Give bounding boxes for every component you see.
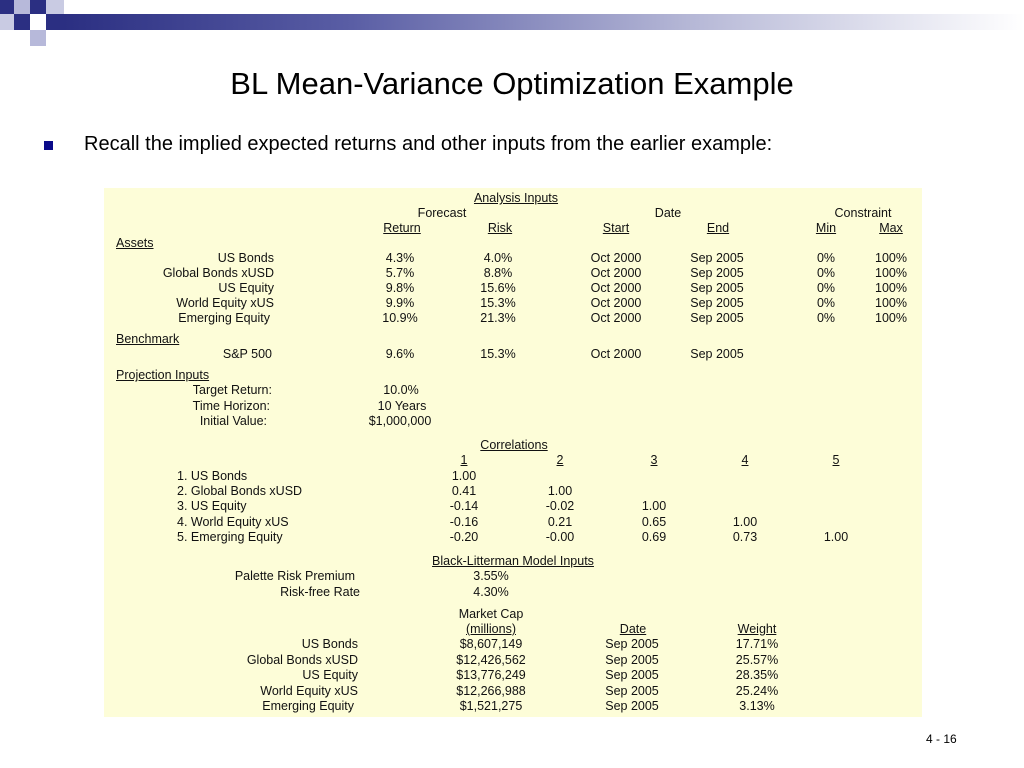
projection-param-label: Target Return:	[192, 383, 272, 397]
asset-name: US Bonds	[217, 251, 274, 265]
benchmark-start: Oct 2000	[590, 347, 642, 361]
asset-name: Global Bonds xUSD	[162, 266, 274, 280]
mcap-heading-line1: Market Cap	[458, 607, 524, 621]
mcap-value: $12,426,562	[456, 653, 526, 667]
bl-param-value: 3.55%	[473, 569, 509, 583]
asset-return: 5.7%	[385, 266, 415, 280]
corr-col-4: 4	[741, 453, 749, 467]
mcap-weight: 25.24%	[735, 684, 779, 698]
benchmark-return: 9.6%	[385, 347, 415, 361]
corr-value: -0.14	[449, 499, 479, 513]
mcap-date: Sep 2005	[605, 684, 659, 698]
asset-start: Oct 2000	[590, 311, 642, 325]
corr-value: 0.41	[451, 484, 477, 498]
col-return: Return	[383, 221, 421, 235]
asset-max: 100%	[875, 311, 907, 325]
deco-square	[30, 30, 46, 46]
asset-min: 0%	[816, 281, 836, 295]
corr-value: -0.16	[449, 515, 479, 529]
forecast-heading: Forecast	[417, 206, 467, 220]
mcap-asset-name: Global Bonds xUSD	[246, 653, 358, 667]
corr-value: 0.73	[732, 530, 758, 544]
corr-row-label: 3. US Equity	[177, 499, 247, 513]
asset-min: 0%	[816, 311, 836, 325]
asset-risk: 4.0%	[483, 251, 513, 265]
projection-param-label: Time Horizon:	[192, 399, 270, 413]
analysis-inputs-heading: Analysis Inputs	[473, 191, 559, 205]
asset-end: Sep 2005	[690, 311, 744, 325]
benchmark-name: S&P 500	[222, 347, 272, 361]
bl-col-weight: Weight	[737, 622, 777, 636]
benchmark-label: Benchmark	[116, 332, 180, 346]
mcap-date: Sep 2005	[605, 668, 659, 682]
mcap-date: Sep 2005	[605, 637, 659, 651]
mcap-heading-line2: (millions)	[466, 622, 516, 636]
asset-max: 100%	[875, 266, 907, 280]
asset-min: 0%	[816, 266, 836, 280]
mcap-asset-name: US Equity	[302, 668, 358, 682]
mcap-value: $12,266,988	[456, 684, 526, 698]
deco-square	[0, 0, 14, 14]
corr-col-2: 2	[556, 453, 564, 467]
asset-start: Oct 2000	[590, 266, 642, 280]
bullet-square-icon	[44, 141, 53, 150]
asset-end: Sep 2005	[690, 266, 744, 280]
corr-value: 0.21	[547, 515, 573, 529]
asset-return: 9.9%	[385, 296, 415, 310]
asset-risk: 15.3%	[480, 296, 516, 310]
corr-col-1: 1	[460, 453, 468, 467]
bl-param-label: Palette Risk Premium	[234, 569, 355, 583]
mcap-date: Sep 2005	[605, 699, 659, 713]
mcap-asset-name: World Equity xUS	[260, 684, 358, 698]
col-risk: Risk	[487, 221, 513, 235]
mcap-weight: 25.57%	[735, 653, 779, 667]
benchmark-end: Sep 2005	[690, 347, 744, 361]
asset-return: 10.9%	[382, 311, 418, 325]
slide-title: BL Mean-Variance Optimization Example	[230, 66, 794, 101]
bl-heading: Black-Litterman Model Inputs	[432, 554, 594, 568]
deco-square	[0, 14, 14, 30]
bullet-text: Recall the implied expected returns and other inputs from the earlier example:	[84, 133, 773, 155]
corr-value: 1.00	[451, 469, 477, 483]
mcap-asset-name: US Bonds	[301, 637, 358, 651]
mcap-asset-name: Emerging Equity	[262, 699, 354, 713]
projection-param-label: Initial Value:	[199, 414, 267, 428]
corr-value: 1.00	[732, 515, 758, 529]
col-min: Min	[815, 221, 837, 235]
date-heading: Date	[654, 206, 682, 220]
projection-label: Projection Inputs	[116, 368, 210, 382]
asset-name: Emerging Equity	[178, 311, 270, 325]
deco-square	[46, 14, 64, 30]
mcap-weight: 17.71%	[735, 637, 779, 651]
mcap-weight: 3.13%	[739, 699, 775, 713]
col-start: Start	[602, 221, 630, 235]
asset-min: 0%	[816, 296, 836, 310]
projection-param-value: 10.0%	[383, 383, 419, 397]
col-end: End	[706, 221, 730, 235]
analysis-inputs-panel	[104, 188, 922, 717]
asset-max: 100%	[875, 281, 907, 295]
asset-end: Sep 2005	[690, 251, 744, 265]
corr-value: 1.00	[823, 530, 849, 544]
asset-end: Sep 2005	[690, 281, 744, 295]
header-gradient-bar	[64, 14, 1024, 30]
asset-min: 0%	[816, 251, 836, 265]
corr-col-5: 5	[832, 453, 840, 467]
mcap-value: $13,776,249	[456, 668, 526, 682]
mcap-value: $1,521,275	[459, 699, 523, 713]
col-max: Max	[879, 221, 903, 235]
asset-start: Oct 2000	[590, 281, 642, 295]
corr-row-label: 2. Global Bonds xUSD	[177, 484, 303, 498]
projection-param-value: 10 Years	[377, 399, 427, 413]
asset-name: World Equity xUS	[176, 296, 274, 310]
corr-value: 1.00	[547, 484, 573, 498]
deco-square	[30, 0, 46, 14]
corr-row-label: 1. US Bonds	[177, 469, 248, 483]
asset-risk: 15.6%	[480, 281, 516, 295]
bl-param-value: 4.30%	[473, 585, 509, 599]
correlations-heading: Correlations	[480, 438, 548, 452]
asset-risk: 21.3%	[480, 311, 516, 325]
page-number: 4 - 16	[926, 732, 957, 746]
deco-square	[46, 0, 64, 14]
bl-param-label: Risk-free Rate	[280, 585, 360, 599]
corr-row-label: 4. World Equity xUS	[177, 515, 289, 529]
projection-param-value: $1,000,000	[368, 414, 432, 428]
asset-max: 100%	[875, 296, 907, 310]
asset-risk: 8.8%	[483, 266, 513, 280]
corr-value: -0.00	[545, 530, 575, 544]
corr-col-3: 3	[650, 453, 658, 467]
benchmark-risk: 15.3%	[480, 347, 516, 361]
mcap-value: $8,607,149	[459, 637, 523, 651]
corr-value: -0.20	[449, 530, 479, 544]
corr-value: 1.00	[641, 499, 667, 513]
asset-start: Oct 2000	[590, 251, 642, 265]
asset-start: Oct 2000	[590, 296, 642, 310]
corr-row-label: 5. Emerging Equity	[177, 530, 283, 544]
constraint-heading: Constraint	[834, 206, 892, 220]
asset-name: US Equity	[218, 281, 274, 295]
asset-return: 4.3%	[385, 251, 415, 265]
deco-square	[14, 0, 30, 14]
asset-return: 9.8%	[385, 281, 415, 295]
assets-label: Assets	[116, 236, 154, 250]
corr-value: 0.69	[641, 530, 667, 544]
mcap-weight: 28.35%	[735, 668, 779, 682]
corr-value: 0.65	[641, 515, 667, 529]
asset-max: 100%	[875, 251, 907, 265]
bl-col-date: Date	[619, 622, 647, 636]
corr-value: -0.02	[545, 499, 575, 513]
header-decoration	[0, 0, 1024, 48]
asset-end: Sep 2005	[690, 296, 744, 310]
mcap-date: Sep 2005	[605, 653, 659, 667]
deco-square	[14, 14, 30, 30]
